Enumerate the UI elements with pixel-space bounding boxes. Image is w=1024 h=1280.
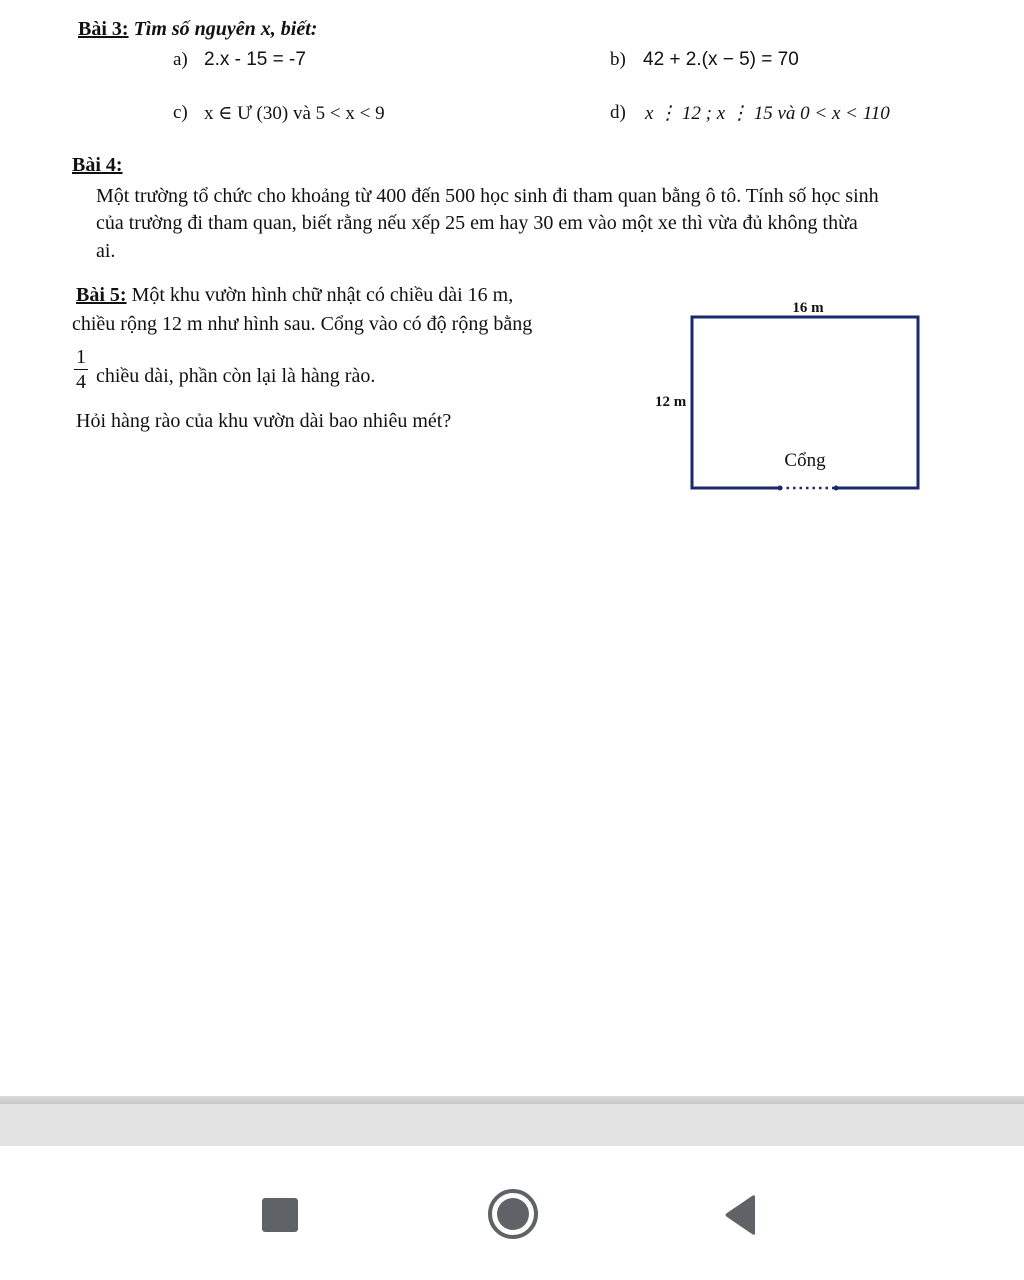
bai3-heading — [78, 18, 317, 41]
bai5-label: Bài 5: — [76, 284, 127, 306]
bai5-text-1: Một khu vườn hình chữ nhật có chiều dài 16 m, — [131, 284, 514, 306]
back-icon-graphic — [723, 1194, 759, 1236]
bai5-question: Hỏi hàng rào của khu vườn dài bao nhiêu mét? — [76, 410, 452, 432]
bai4-line-1: Một trường tổ chức cho khoảng từ 400 đến 500 học sinh đi tham quan bằng ô tô. Tính số học sinh — [96, 185, 879, 207]
home-icon[interactable] — [487, 1188, 539, 1240]
bai5-line-1 — [76, 282, 513, 309]
bai3-a-label: a) — [173, 49, 188, 70]
bai4-line-3: ai. — [96, 240, 116, 262]
bai5-line-3: chiều dài, phần còn lại là hàng rào. — [96, 365, 376, 387]
bai3-b-equation: 42 + 2.(x − 5) = 70 — [643, 49, 799, 70]
recents-icon[interactable] — [262, 1198, 298, 1232]
bai3-c-label: c) — [173, 102, 188, 123]
home-icon-graphic — [487, 1188, 539, 1240]
gate-endpoint-left — [778, 486, 783, 491]
gate-endpoint-right — [834, 486, 839, 491]
fraction-bar — [74, 369, 88, 370]
length-label: 16 m — [792, 300, 824, 316]
width-label: 12 m — [655, 394, 687, 410]
fraction-numerator: 1 — [76, 346, 86, 368]
bai3-title: Tìm số nguyên x, biết: — [133, 18, 318, 40]
bai4-heading — [72, 154, 123, 177]
back-icon[interactable] — [723, 1194, 759, 1236]
bai5-line-2: chiều rộng 12 m như hình sau. Cổng vào có độ rộng bằng — [72, 313, 533, 335]
bai3-b-label: b) — [610, 49, 626, 70]
bai4-line-2: của trường đi tham quan, biết rằng nếu xếp 25 em hay 30 em vào một xe thì vừa đủ không thừa — [96, 212, 858, 234]
bai3-d-equation: x ⋮ 12 ; x ⋮ 15 và 0 < x < 110 — [645, 103, 890, 124]
bai4-label: Bài 4: — [72, 154, 123, 176]
bai3-d-label: d) — [610, 102, 626, 123]
viewer-background-strip — [0, 1104, 1024, 1146]
garden-figure — [640, 290, 940, 500]
bai3-a-equation: 2.x - 15 = -7 — [204, 49, 306, 70]
page-bottom-shadow — [0, 1096, 1024, 1104]
fraction-one-quarter — [74, 346, 88, 393]
gate-label: Cổng — [784, 450, 826, 471]
fraction-denominator: 4 — [76, 371, 86, 393]
bai3-label: Bài 3: — [78, 18, 129, 40]
bai3-c-equation: x ∈ Ư (30) và 5 < x < 9 — [204, 103, 385, 124]
